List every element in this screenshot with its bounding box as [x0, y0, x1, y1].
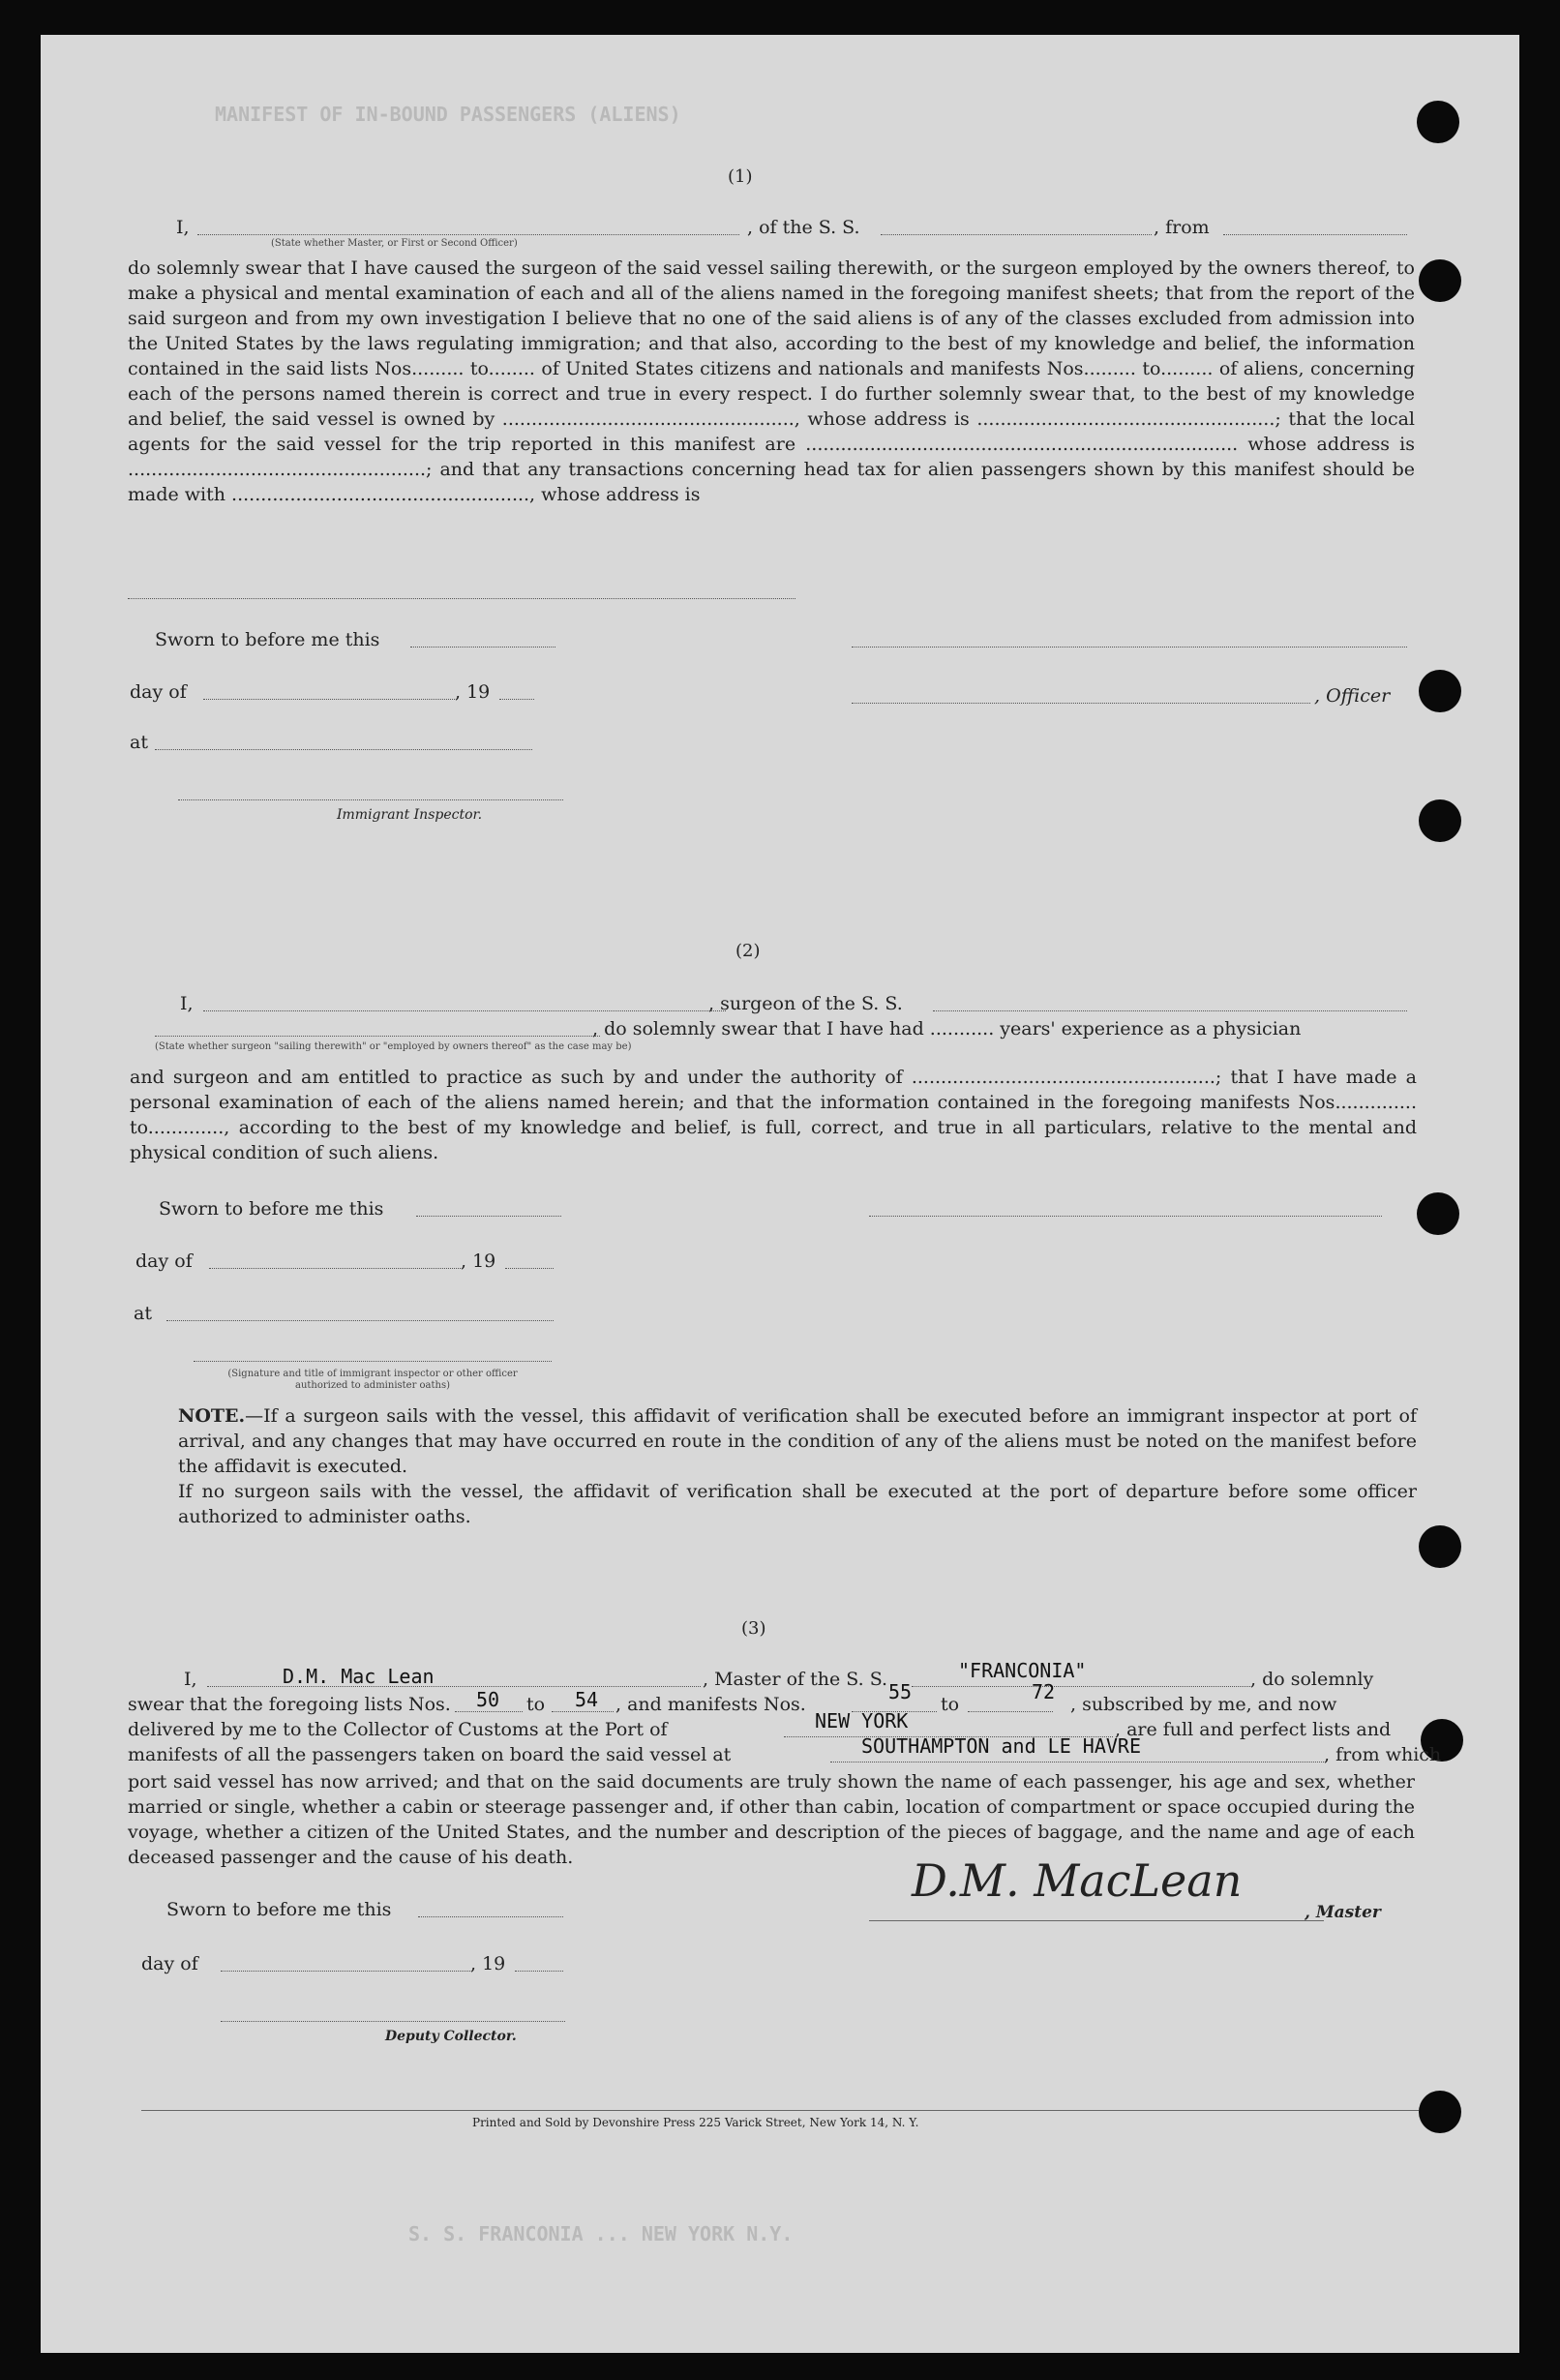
s1-from: , from: [1154, 217, 1210, 238]
s3-oath-paragraph: port said vessel has now arrived; and that on the said documents are truly shown the name of each passenger, his age and sex, whether married or single, whether a cabin or steerage passenger and, if other than cabin, location of compartment or space occupied during the voyage, whether a citizen of the United States, and the number and description of the pieces of baggage, and the name and age of each deceased passenger and the cause of his death.: [128, 1771, 1415, 1868]
s3-lists-to[interactable]: 54: [575, 1688, 599, 1711]
s1-sworn-line[interactable]: [410, 647, 555, 648]
s3-master-signature: D.M. MacLean: [912, 1854, 1243, 1907]
s2-note: [178, 1403, 1417, 1479]
s1-officer-sign-line[interactable]: [852, 703, 1310, 704]
s1-ship-line[interactable]: [881, 234, 1152, 235]
s3-day-of: day of: [141, 1953, 198, 1974]
s2-experience: , do solemnly swear that I have had ........... years' experience as a physician: [592, 1018, 1302, 1039]
punch-hole: [1419, 799, 1461, 842]
s1-at-line[interactable]: [155, 749, 532, 750]
s1-day-line[interactable]: [203, 699, 455, 700]
bleed-through-heading: MANIFEST OF IN-BOUND PASSENGERS (ALIENS): [215, 103, 681, 126]
s2-surgeon-note: (State whether surgeon "sailing therewith" or "employed by owners thereof" as the case may be): [155, 1041, 632, 1052]
s3-full-lists: , are full and perfect lists and: [1115, 1719, 1392, 1740]
s2-at-line[interactable]: [166, 1320, 554, 1321]
punch-hole: [1419, 1525, 1461, 1568]
s3-day-line[interactable]: [221, 1971, 470, 1972]
punch-hole: [1419, 670, 1461, 712]
punch-hole: [1419, 2091, 1461, 2133]
s2-ship-line[interactable]: [933, 1010, 1407, 1011]
s3-master-name[interactable]: D.M. Mac Lean: [283, 1665, 435, 1688]
s2-signature-line[interactable]: [869, 1216, 1382, 1217]
s1-i: I,: [176, 217, 190, 238]
s3-lists-from-line[interactable]: [455, 1711, 523, 1712]
s1-year: , 19: [455, 681, 491, 703]
s1-at: at: [130, 732, 148, 753]
s2-note-label: NOTE.: [178, 1405, 246, 1427]
punch-hole: [1417, 101, 1459, 143]
s3-manifests-to[interactable]: 72: [1032, 1680, 1056, 1703]
s3-from-which: , from which: [1324, 1744, 1442, 1765]
s3-manifests-label: , and manifests Nos.: [615, 1694, 806, 1715]
s3-subscribed: , subscribed by me, and now: [1070, 1694, 1337, 1715]
s3-master-line[interactable]: [207, 1686, 701, 1687]
s1-year-line[interactable]: [499, 699, 534, 700]
s2-sworn-line[interactable]: [416, 1216, 561, 1217]
section-3-number: (3): [741, 1618, 766, 1639]
s3-signature-line[interactable]: [869, 1920, 1324, 1921]
s3-year-line[interactable]: [515, 1971, 563, 1972]
s2-i: I,: [180, 993, 194, 1014]
s2-signature-note: (Signature and title of immigrant inspector or other officer authorized to administer oaths): [227, 1369, 518, 1391]
s3-to2: to: [941, 1694, 960, 1715]
s2-inspector-line[interactable]: [194, 1361, 552, 1362]
s3-year: , 19: [470, 1953, 506, 1974]
s1-inspector-line[interactable]: [178, 799, 563, 800]
s3-deputy-line[interactable]: [221, 2021, 565, 2022]
s3-sworn-line[interactable]: [418, 1916, 563, 1917]
s1-address-line[interactable]: [128, 598, 795, 599]
s2-day-of: day of: [135, 1250, 193, 1272]
s3-port[interactable]: NEW YORK: [815, 1709, 909, 1732]
s3-ship-name[interactable]: "FRANCONIA": [958, 1659, 1087, 1682]
s1-port-line[interactable]: [1223, 234, 1407, 235]
s1-officer-line[interactable]: [197, 234, 739, 235]
section-2-number: (2): [735, 941, 761, 961]
s2-at: at: [134, 1303, 152, 1324]
s3-delivered: delivered by me to the Collector of Customs at the Port of: [128, 1719, 668, 1740]
s2-year-line[interactable]: [505, 1268, 554, 1269]
s3-master-of: , Master of the S. S.: [703, 1669, 888, 1690]
s2-name-line[interactable]: [155, 1036, 600, 1037]
s3-manifests-from[interactable]: 55: [888, 1680, 913, 1703]
s3-departure[interactable]: SOUTHAMPTON and LE HAVRE: [861, 1734, 1141, 1758]
s3-to1: to: [526, 1694, 546, 1715]
s3-swear: swear that the foregoing lists Nos.: [128, 1694, 451, 1715]
section-1-number: (1): [728, 166, 753, 187]
s1-signature-line[interactable]: [852, 647, 1407, 648]
s3-manifests-all: manifests of all the passengers taken on board the said vessel at: [128, 1744, 732, 1765]
s3-i: I,: [184, 1669, 197, 1690]
s3-lists-to-line[interactable]: [552, 1711, 614, 1712]
printer-rule: [141, 2110, 1419, 2111]
manifest-back-sheet: [41, 35, 1519, 2353]
s1-officer-label: , Officer: [1314, 685, 1391, 707]
s1-oath-paragraph: do solemnly swear that I have caused the surgeon of the said vessel sailing therewith, or the surgeon employed by the owners thereof, to make a physical and mental examination of each and all of the aliens named in the foregoing manifest sheets; that from the report of the said surgeon and from my own investigation I believe that no one of the said aliens is of any of the classes excluded from admission into the United States by the laws regulating immigration; and that also, according to the best of my knowledge and belief, the information contained in the said lists Nos......... to........ of United States citizens and nationals and manifests Nos......... to......... of aliens, concerning each of the persons named therein is correct and true in every respect. I do further solemnly swear that, to the best of my knowledge and belief, the said vessel is owned by .................................................., whose address is ...................................................; that the local agents for the said vessel for the trip reported in this manifest are .......................................................................... whose address is ...................................................; and that any transactions concerning head tax for alien passengers shown by this manifest should be made with ..................................................., whose address is: [128, 257, 1415, 505]
s2-note-text: —If a surgeon sails with the vessel, this affidavit of verification shall be executed before an immigrant inspector at port of arrival, and any changes that may have occurred en route in the condition of any of the aliens must be noted on the manifest before the affidavit is executed.: [178, 1405, 1417, 1477]
s2-surgeon-of-ss: , surgeon of the S. S.: [708, 993, 903, 1014]
s1-day-of: day of: [130, 681, 187, 703]
s2-year: , 19: [461, 1250, 496, 1272]
bleed-through-bottom: S. S. FRANCONIA ... NEW YORK N.Y.: [408, 2222, 794, 2245]
s2-oath-paragraph: and surgeon and am entitled to practice as such by and under the authority of ....................................................; that I have made a personal examination of each of the aliens named herein; and that the information contained in the foregoing manifests Nos.............. to............., according to the best of my knowledge and belief, is full, correct, and true in all particulars, relative to the mental and physical condition of such aliens.: [130, 1067, 1417, 1163]
punch-hole: [1419, 259, 1461, 302]
s1-sworn: Sworn to before me this: [155, 629, 380, 650]
s2-surgeon-line[interactable]: [203, 1010, 726, 1011]
s2-sworn: Sworn to before me this: [159, 1198, 384, 1220]
s1-of-ss: , of the S. S.: [747, 217, 860, 238]
s3-solemnly: , do solemnly: [1250, 1669, 1374, 1690]
s3-manifests-to-line[interactable]: [968, 1711, 1053, 1712]
punch-hole: [1417, 1192, 1459, 1235]
s3-ship-line[interactable]: [912, 1686, 1250, 1687]
s1-inspector-label: Immigrant Inspector.: [337, 807, 483, 823]
s3-lists-from[interactable]: 50: [476, 1688, 500, 1711]
printer-credit: Printed and Sold by Devonshire Press 225 Varick Street, New York 14, N. Y.: [472, 2116, 919, 2129]
s1-officer-note: (State whether Master, or First or Second Officer): [271, 238, 518, 249]
s2-note2: If no surgeon sails with the vessel, the affidavit of verification shall be executed at the port of departure before some officer authorized to administer oaths.: [178, 1481, 1417, 1527]
s3-deputy-label: Deputy Collector.: [385, 2029, 517, 2044]
s2-day-line[interactable]: [209, 1268, 461, 1269]
s3-master-label: , Master: [1305, 1903, 1381, 1922]
s3-sworn: Sworn to before me this: [166, 1899, 392, 1920]
